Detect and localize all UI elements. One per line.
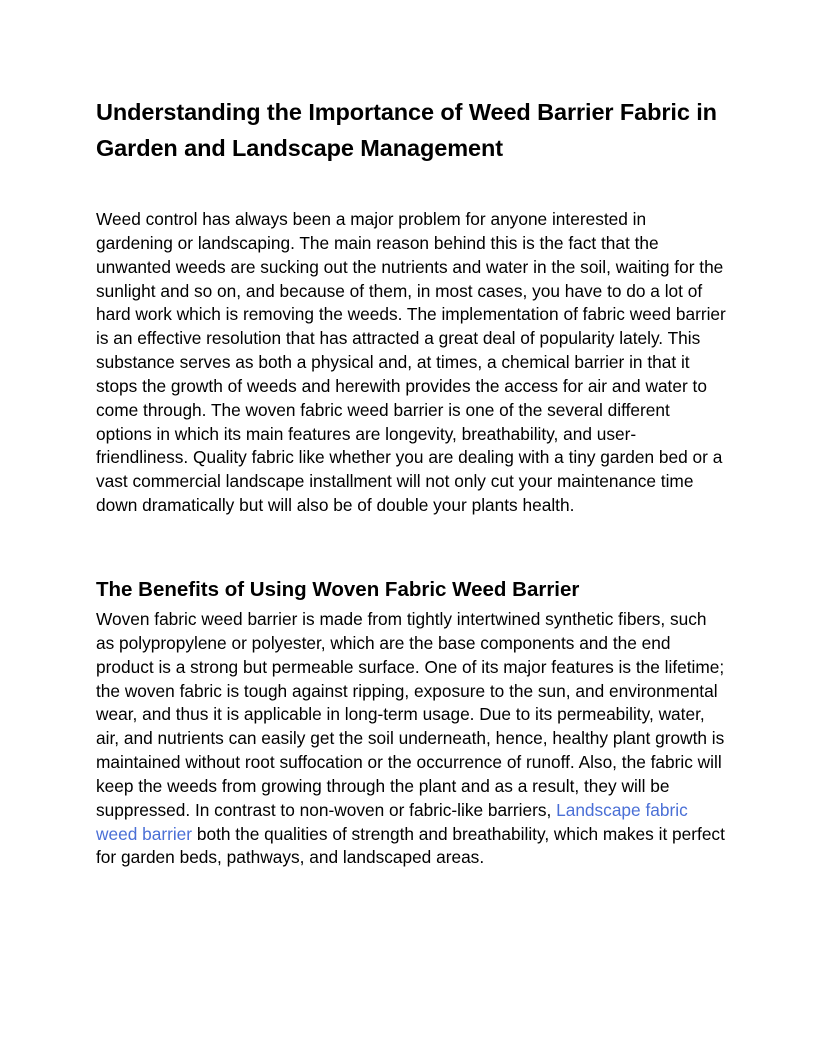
paragraph-text-after-link: both the qualities of strength and breathability, which makes it perfect for garden beds, pathways, and landscaped areas. [96, 823, 725, 868]
section-paragraph [96, 608, 726, 870]
intro-paragraph: Weed control has always been a major problem for anyone interested in gardening or landscaping. The main reason behind this is the fact that the unwanted weeds are sucking out the nutrients and water in the soil, waiting for the sunlight and so on, and because of them, in most cases, you have to do a lot of hard work which is removing the weeds. The implementation of fabric weed barrier is an effective resolution that has attracted a great deal of popularity lately. This substance serves as both a physical and, at times, a chemical barrier in that it stops the growth of weeds and herewith provides the access for air and water to come through. The woven fabric weed barrier is one of the several different options in which its main features are longevity, breathability, and user-friendliness. Quality fabric like whether you are dealing with a tiny garden bed or a vast commercial landscape installment will not only cut your maintenance time down dramatically but will also be of double your plants health. [96, 209, 726, 516]
paragraph-text-before-link: Woven fabric weed barrier is made from tightly intertwined synthetic fibers, such as polypropylene or polyester, which are the base components and the end product is a strong but permeable surface. One of its major features is the lifetime; the woven fabric is tough against ripping, exposure to the sun, and environmental wear, and thus it is applicable in long-term usage. Due to its permeability, water, air, and nutrients can easily get the soil underneath, hence, healthy plant growth is maintained without root suffocation or the occurrence of runoff. Also, the fabric will keep the weeds from growing through the plant and as a result, they will be suppressed. In contrast to non-woven or fabric-like barriers, [96, 608, 725, 820]
landscape-fabric-link[interactable]: Landscape fabric weed barrier [96, 799, 688, 844]
document-page [96, 94, 726, 870]
document-title: Understanding the Importance of Weed Barrier Fabric in Garden and Landscape Management [96, 99, 717, 161]
section-heading: The Benefits of Using Woven Fabric Weed Barrier [96, 577, 580, 601]
